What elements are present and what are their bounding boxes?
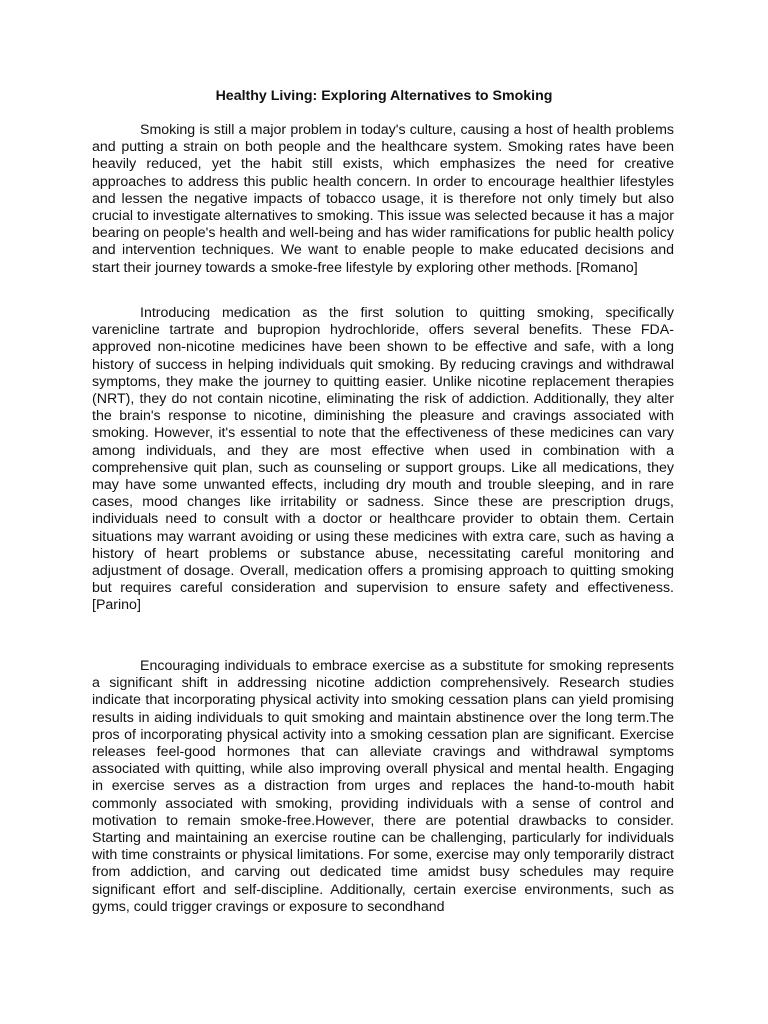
paragraph-medication: Introducing medication as the first solution to quitting smoking, specifically varenicline tartrate and bupropion hydrochloride, offers several benefits. These FDA-approved non-nicotine medicines have been shown to be effective and safe, with a long history of success in helping individuals quit smoking. By reducing cravings and withdrawal symptoms, they make the journey to quitting easier. Unlike nicotine replacement therapies (NRT), they do not contain nicotine, eliminating the risk of addiction. Additionally, they alter the brain's response to nicotine, diminishing the pleasure and cravings associated with smoking. However, it's essential to note that the effectiveness of these medicines can vary among individuals, and they are most effective when used in combination with a comprehensive quit plan, such as counseling or support groups. Like all medications, they may have some unwanted effects, including dry mouth and trouble sleeping, and in rare cases, mood changes like irritability or sadness. Since these are prescription drugs, individuals need to consult with a doctor or healthcare provider to obtain them. Certain situations may warrant avoiding or using these medicines with extra care, such as having a history of heart problems or substance abuse, necessitating careful monitoring and adjustment of dosage. Overall, medication offers a promising approach to quitting smoking but requires careful consideration and supervision to ensure safety and effectiveness. [Parino] (92, 305, 674, 614)
paragraph-exercise: Encouraging individuals to embrace exercise as a substitute for smoking represents a significant shift in addressing nicotine addiction comprehensively. Research studies indicate that incorporating physical activity into smoking cessation plans can yield promising results in aiding individuals to quit smoking and maintain abstinence over the long term.The pros of incorporating physical activity into a smoking cessation plan are significant. Exercise releases feel-good hormones that can alleviate cravings and withdrawal symptoms associated with quitting, while also improving overall physical and mental health. Engaging in exercise serves as a distraction from urges and replaces the hand-to-mouth habit commonly associated with smoking, providing individuals with a sense of control and motivation to remain smoke-free.However, there are potential drawbacks to consider. Starting and maintaining an exercise routine can be challenging, particularly for individuals with time constraints or physical limitations. For some, exercise may only temporarily distract from addiction, and carving out dedicated time amidst busy schedules may require significant effort and self-discipline. Additionally, certain exercise environments, such as gyms, could trigger cravings or exposure to secondhand (92, 658, 674, 915)
document-title: Healthy Living: Exploring Alternatives to Smoking (215, 88, 553, 104)
paragraph-introduction: Smoking is still a major problem in today's culture, causing a host of health problems and putting a strain on both people and the healthcare system. Smoking rates have been heavily reduced, yet the habit still exists, which emphasizes the need for creative approaches to address this public health concern. In order to encourage healthier lifestyles and lessen the negative impacts of tobacco usage, it is therefore not only timely but also crucial to investigate alternatives to smoking. This issue was selected because it has a major bearing on people's health and well-being and has wider ramifications for public health policy and intervention techniques. We want to enable people to make educated decisions and start their journey towards a smoke-free lifestyle by exploring other methods. [Romano] (92, 122, 674, 276)
